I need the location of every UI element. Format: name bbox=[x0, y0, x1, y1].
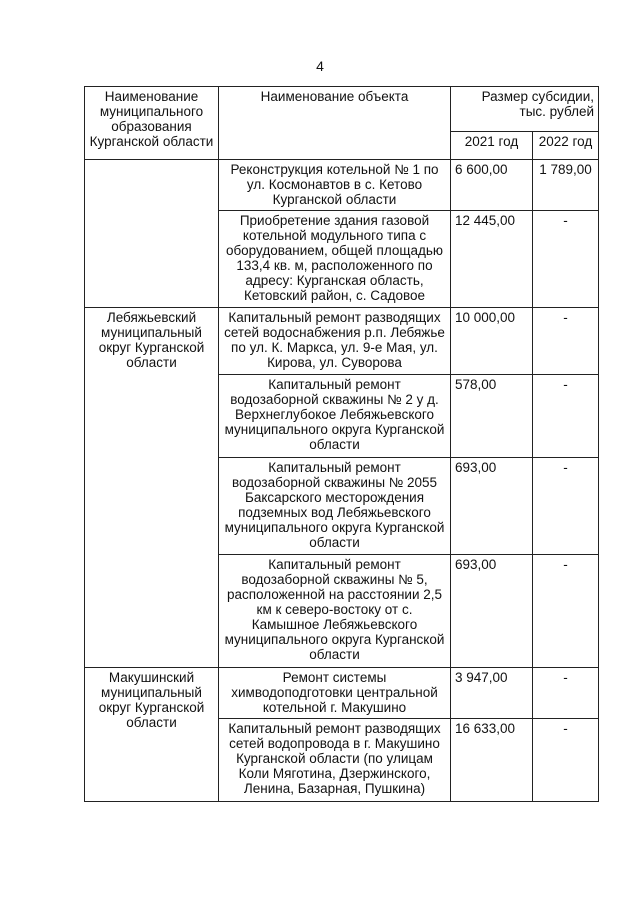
object-cell: Капитальный ремонт водозаборной скважины № 2055 Баксарского месторождения подземных вод Лебяжьевского муниципального округа Курганской области bbox=[219, 458, 451, 555]
object-cell: Реконструкция котельной № 1 по ул. Космонавтов в с. Кетово Курганской области bbox=[219, 160, 451, 211]
object-cell: Ремонт системы химводоподготовки центральной котельной г. Макушино bbox=[219, 668, 451, 719]
value-2022-cell: - bbox=[533, 719, 599, 802]
value-2021-cell: 693,00 bbox=[451, 458, 533, 555]
header-object: Наименование объекта bbox=[219, 87, 451, 160]
municipality-cell: Макушинский муниципальный округ Курганской области bbox=[85, 668, 219, 802]
value-2021-cell: 3 947,00 bbox=[451, 668, 533, 719]
header-subsidy-size: Размер субсидии, тыс. рублей bbox=[451, 87, 599, 132]
header-year-2022: 2022 год bbox=[533, 132, 599, 160]
value-2022-cell: - bbox=[533, 211, 599, 308]
value-2022-cell: - bbox=[533, 458, 599, 555]
value-2021-cell: 10 000,00 bbox=[451, 308, 533, 375]
subsidy-table bbox=[84, 86, 599, 802]
header-municipality: Наименование муниципального образования Курганской области bbox=[85, 87, 219, 160]
value-2022-cell: - bbox=[533, 308, 599, 375]
municipality-cell bbox=[85, 160, 219, 308]
value-2022-cell: - bbox=[533, 668, 599, 719]
object-cell: Капитальный ремонт разводящих сетей водопровода в г. Макушино Курганской области (по улицам Коли Мяготина, Дзержинского, Ленина, Базарная, Пушкина) bbox=[219, 719, 451, 802]
table-row bbox=[85, 668, 599, 719]
object-cell: Приобретение здания газовой котельной модульного типа с оборудованием, общей площадью 133,4 кв. м, расположенного по адресу: Курганская область, Кетовский район, с. Садовое bbox=[219, 211, 451, 308]
value-2022-cell: - bbox=[533, 375, 599, 458]
table-row bbox=[85, 308, 599, 375]
value-2021-cell: 16 633,00 bbox=[451, 719, 533, 802]
municipality-cell: Лебяжьевский муниципальный округ Курганской области bbox=[85, 308, 219, 668]
object-cell: Капитальный ремонт водозаборной скважины № 2 у д. Верхнеглубокое Лебяжьевского муниципального округа Курганской области bbox=[219, 375, 451, 458]
table-row bbox=[85, 160, 599, 211]
object-cell: Капитальный ремонт водозаборной скважины № 5, расположенной на расстоянии 2,5 км к северо-востоку от с. Камышное Лебяжьевского муниципального округа Курганской области bbox=[219, 555, 451, 668]
value-2021-cell: 6 600,00 bbox=[451, 160, 533, 211]
header-year-2021: 2021 год bbox=[451, 132, 533, 160]
page-number: 4 bbox=[316, 58, 324, 74]
value-2021-cell: 578,00 bbox=[451, 375, 533, 458]
object-cell: Капитальный ремонт разводящих сетей водоснабжения р.п. Лебяжье по ул. К. Маркса, ул. 9-е Мая, ул. Кирова, ул. Суворова bbox=[219, 308, 451, 375]
value-2022-cell: 1 789,00 bbox=[533, 160, 599, 211]
value-2022-cell: - bbox=[533, 555, 599, 668]
value-2021-cell: 12 445,00 bbox=[451, 211, 533, 308]
value-2021-cell: 693,00 bbox=[451, 555, 533, 668]
table-header-row bbox=[85, 87, 599, 132]
